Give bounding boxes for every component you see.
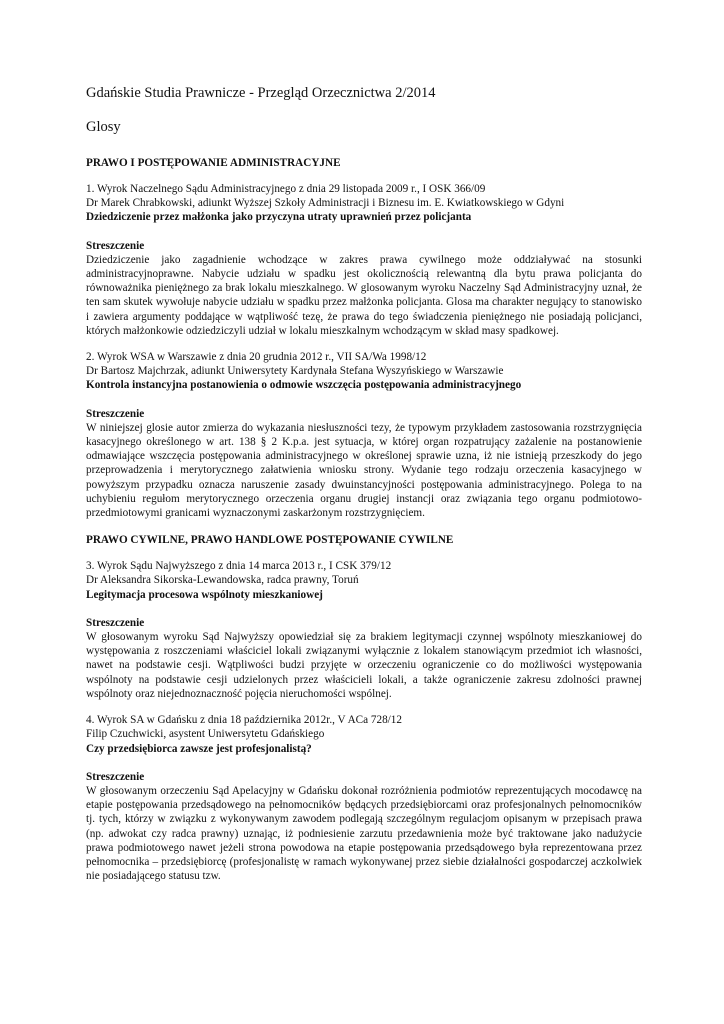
author-line: Dr Aleksandra Sikorska-Lewandowska, radca prawny, Toruń (86, 574, 359, 587)
ruling-citation: 1. Wyrok Naczelnego Sądu Administracyjnego z dnia 29 listopada 2009 r., I OSK 366/09 (86, 183, 486, 195)
journal-title: Gdańskie Studia Prawnicze - Przegląd Orzecznictwa 2/2014 (86, 85, 436, 101)
gloss-title: Czy przedsiębiorca zawsze jest profesjonalistą? (86, 742, 312, 755)
document-page (86, 84, 642, 883)
gloss-title: Kontrola instancyjna postanowienia o odmowie wszczęcia postępowania administracyjnego (86, 379, 522, 392)
abstract-label: Streszczenie (86, 407, 145, 420)
section-label: Glosy (86, 119, 121, 135)
section-heading-administrative: PRAWO I POSTĘPOWANIE ADMINISTRACYJNE (86, 157, 341, 169)
author-line: Filip Czuchwicki, asystent Uniwersytetu Gdańskiego (86, 728, 325, 741)
ruling-citation: 3. Wyrok Sądu Najwyższego z dnia 14 marca 2013 r., I CSK 379/12 (86, 560, 392, 573)
gloss-entry-2 (86, 350, 642, 520)
author-line: Dr Bartosz Majchrzak, adiunkt Uniwersytety Kardynała Stefana Wyszyńskiego w Warszawie (86, 365, 504, 378)
gloss-entry-3 (86, 559, 642, 701)
author-line: Dr Marek Chrabkowski, adiunkt Wyższej Szkoły Administracji i Biznesu im. E. Kwiatkowskiego w Gdyni (86, 197, 565, 210)
ruling-citation: 4. Wyrok SA w Gdańsku z dnia 18 października 2012r., V ACa 728/12 (86, 714, 402, 727)
section-heading-civil: PRAWO CYWILNE, PRAWO HANDLOWE POSTĘPOWANIE CYWILNE (86, 534, 454, 547)
ruling-citation: 2. Wyrok WSA w Warszawie z dnia 20 grudnia 2012 r., VII SA/Wa 1998/12 (86, 351, 427, 364)
gloss-entry-4 (86, 713, 642, 883)
abstract-text: W głosowanym wyroku Sąd Najwyższy opowiedział się za brakiem legitymacji czynnej wspólnoty mieszkaniowej do występowania z roszczeniami właściciel lokali związanymi wyłącznie z lokalem stanowiącym przedmiot ich własności, nawet na podstawie cesji. Wątpliwości budzi przyjęte w orzeczeniu ograniczenie co do możliwości występowania wspólnoty na podstawie cesji udzielonych przez właścicieli lokali, a także ograniczenie zakresu zdolności prawnej wspólnoty oraz niejednoznaczność pojęcia nieruchomości wspólnej. (86, 631, 642, 700)
abstract-text: W głosowanym orzeczeniu Sąd Apelacyjny w Gdańsku dokonał rozróżnienia podmiotów reprezentujących mocodawcę na etapie postępowania przedsądowego na pełnomocników będących przedsiębiorcami oraz profesjonalnych pełnomocników tj. tych, którzy w związku z wykonywanym zawodem podlegają szczególnym regulacjom opisanym w przepisach prawa (np. adwokat czy radca prawny) uznając, iż podniesienie zarzutu przedawnienia może być traktowane jako nadużycie prawa podmiotowego nawet jeżeli strona powodowa na etapie postępowania przedsądowego była reprezentowana przez pełnomocnika – przedsiębiorcę (profesjonalistę w ramach wykonywanej przez siebie działalności gospodarczej aczkolwiek nie posiadającego statusu tzw. (86, 784, 642, 883)
gloss-title: Legitymacja procesowa wspólnoty mieszkaniowej (86, 588, 323, 601)
abstract-text: W niniejszej glosie autor zmierza do wykazania niesłuszności tezy, że typowym przykładem zastosowania rozstrzygnięcia kasacyjnego określonego w art. 138 § 2 K.p.a. jest sytuacja, w której organ rozpatrujący zażalenie na postanowienie odmawiające wszczęcia postępowania administracyjnego w określonej sprawie uzna, iż nie istnieją przeszkody do jego przeprowadzenia i merytorycznego załatwienia wniosku strony. Wydanie tego rodzaju orzeczenia kasacyjnego w powyższym przypadku oznacza naruszenie zasady dwuinstancyjności postępowania administracyjnego. Polega to na uchybieniu regułom merytorycznego orzeczenia organu drugiej instancji oraz związania tego organu podmiotowo-przedmiotowymi granicami wyznaczonymi zaskarżonym rozstrzygnięciem. (86, 421, 642, 520)
abstract-text: Dziedziczenie jako zagadnienie wchodzące w zakres prawa cywilnego może oddziaływać na stosunki administracyjnoprawne. Nabycie udziału w spadku jest okolicznością relewantną dla bytu prawa policjanta do równoważnika pieniężnego za brak lokalu mieszkalnego. W glosowanym wyroku Naczelny Sąd Administracyjny uznał, że ten sam skutek wywołuje nabycie udziału w spadku przez małżonka policjanta. Glosa ma charakter negujący to stanowisko i zawiera argumenty poddające w wątpliwość tezę, że prawa do tego świadczenia pieniężnego nie posiadają policjanci, których małżonkowie odziedziczyli udział w lokalu mieszkalnym wchodzącym w skład masy spadkowej. (86, 253, 642, 337)
abstract-label: Streszczenie (86, 616, 145, 629)
gloss-entry-1 (86, 182, 642, 338)
abstract-label: Streszczenie (86, 770, 145, 783)
abstract-label: Streszczenie (86, 239, 145, 252)
gloss-title: Dziedziczenie przez małżonka jako przyczyna utraty uprawnień przez policjanta (86, 211, 472, 224)
